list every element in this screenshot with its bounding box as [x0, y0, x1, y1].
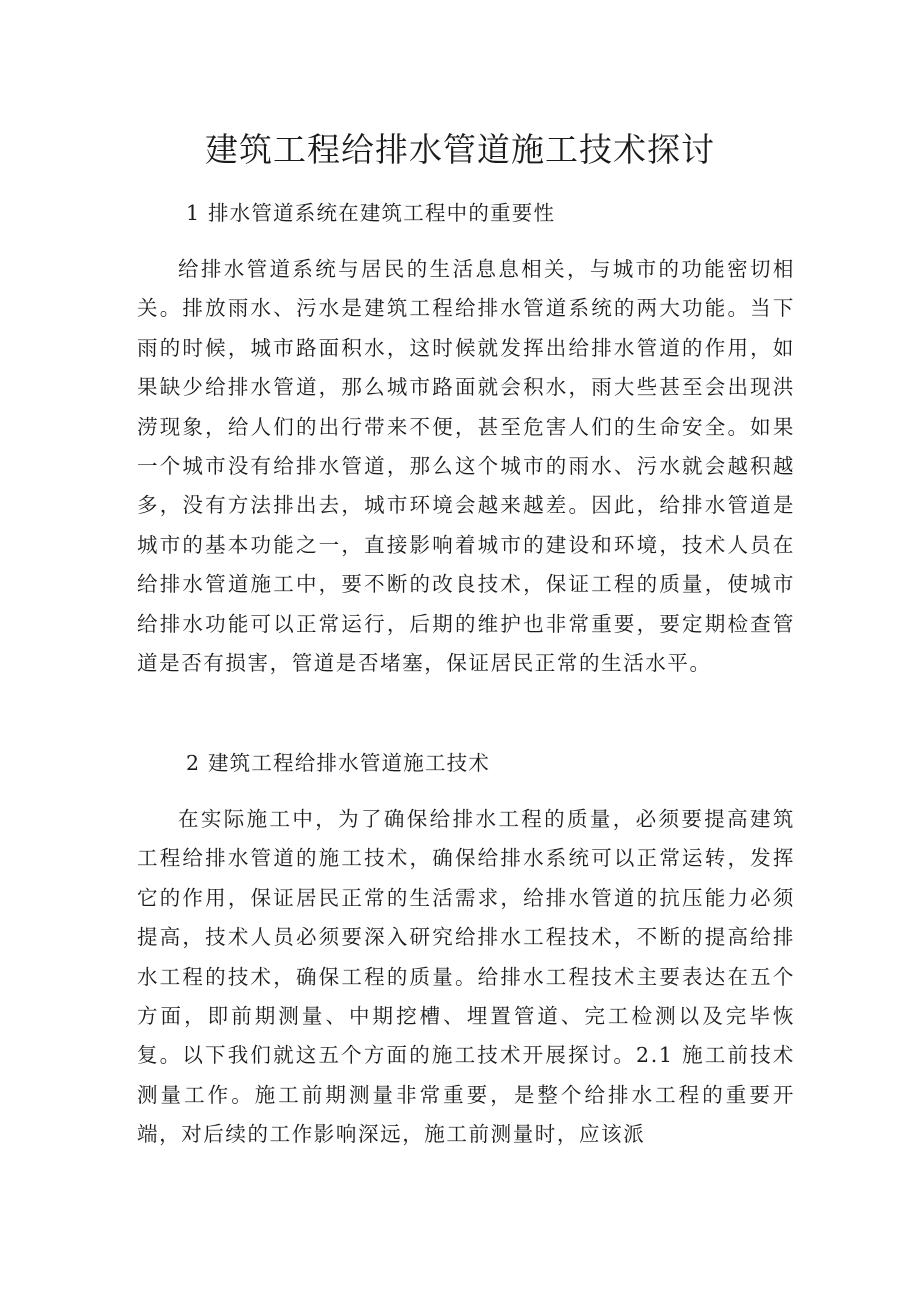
section-paragraph-1: 给排水管道系统与居民的生活息息相关，与城市的功能密切相关。排放雨水、污水是建筑工程给排水管道系统的两大功能。当下雨的时候，城市路面积水，这时候就发挥出给排水管道的作用，如果缺少给排水管道，那么城市路面就会积水，雨大些甚至会出现洪涝现象，给人们的出行带来不便，甚至危害人们的生命安全。如果一个城市没有给排水管道，那么这个城市的雨水、污水就会越积越多，没有方法排出去，城市环境会越来越差。因此，给排水管道是城市的基本功能之一，直接影响着城市的建设和环境，技术人员在给排水管道施工中，要不断的改良技术，保证工程的质量，使城市给排水功能可以正常运行，后期的维护也非常重要，要定期检查管道是否有损害，管道是否堵塞，保证居民正常的生活水平。 [137, 257, 795, 676]
section-heading-2: 2 建筑工程给排水管道施工技术 [186, 751, 491, 775]
document-title: 建筑工程给排水管道施工技术探讨 [205, 130, 715, 169]
section-paragraph-2: 在实际施工中，为了确保给排水工程的质量，必须要提高建筑工程给排水管道的施工技术，确保给排水系统可以正常运转，发挥它的作用，保证居民正常的生活需求，给排水管道的抗压能力必须提高，技术人员必须要深入研究给排水工程技术，不断的提高给排水工程的技术，确保工程的质量。给排水工程技术主要表达在五个方面，即前期测量、中期挖槽、埋置管道、完工检测以及完毕恢复。以下我们就这五个方面的施工技术开展探讨。2.1 施工前技术测量工作。施工前期测量非常重要，是整个给排水工程的重要开端，对后续的工作影响深远，施工前测量时，应该派 [137, 807, 795, 1147]
section-heading-1: 1 排水管道系统在建筑工程中的重要性 [186, 201, 556, 225]
